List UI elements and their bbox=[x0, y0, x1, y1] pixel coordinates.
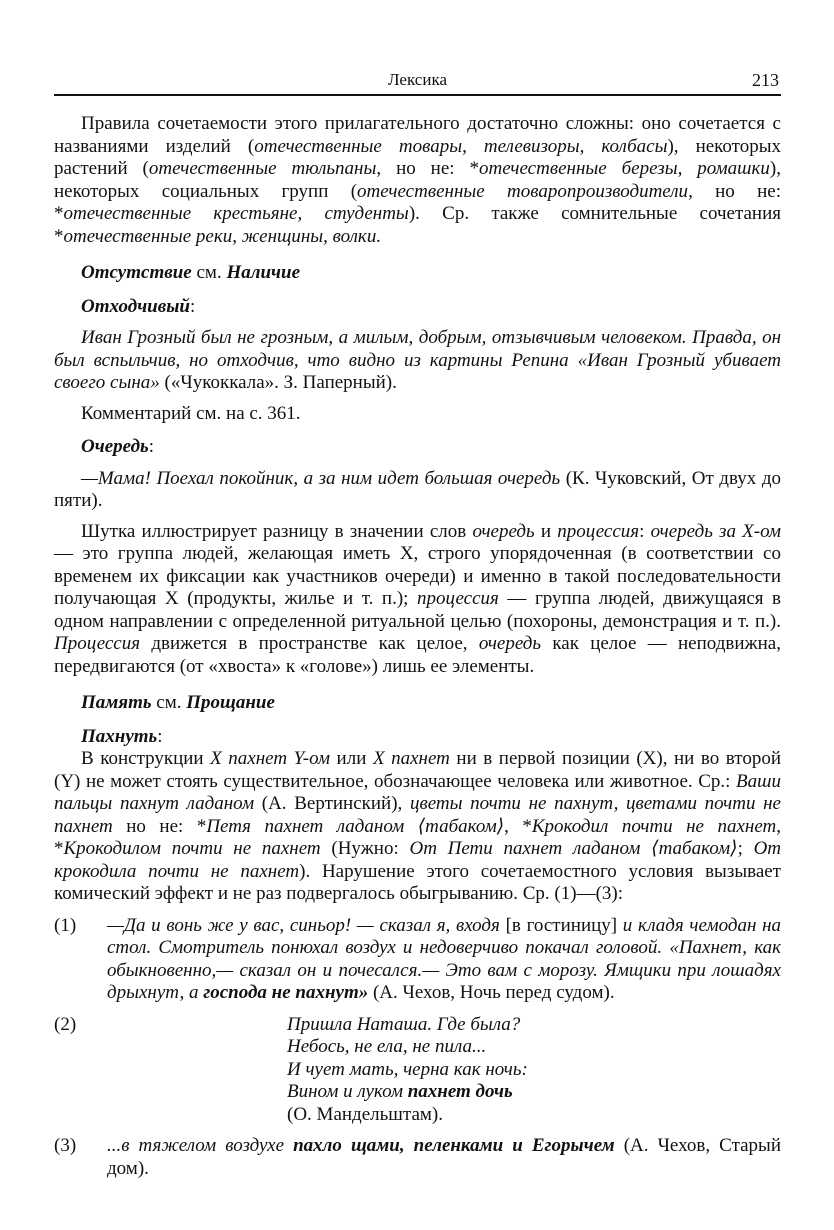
paragraph-otechestvenny bbox=[54, 113, 781, 248]
headword: Отсутствие bbox=[81, 262, 192, 283]
text: но не: * bbox=[112, 815, 207, 837]
text: , но не: * bbox=[54, 180, 781, 224]
entry-pamyat bbox=[54, 692, 781, 715]
quote: и кладя чемодан на стол. Смотритель понюхал воздух и недоверчиво покачал головой. «Пахнет, как обыкновенно,— сказал он и почесался.— Это вам с морозу. Ямщики при лошадях дрыхнут, а bbox=[107, 914, 781, 1003]
term: процессия bbox=[557, 520, 640, 542]
text: (Нужно: bbox=[320, 838, 410, 859]
body-pahnut bbox=[54, 748, 781, 906]
headword: Очередь bbox=[81, 436, 149, 457]
colon: : bbox=[148, 436, 154, 457]
example: отечественные тюльпаны bbox=[148, 158, 377, 179]
highlight: господа не пахнут» bbox=[203, 982, 369, 1003]
highlight: пахло щами, пеленками и Егорычем bbox=[293, 1135, 615, 1156]
headword: Память bbox=[81, 692, 152, 713]
term: очередь bbox=[478, 633, 542, 654]
text: ни в первой позиции (X), ни во второй (Y) не может стоять существительное, обозначающее человека или животное. Ср.: bbox=[54, 748, 782, 792]
citation: («Чукоккала». З. Паперный). bbox=[159, 372, 397, 393]
example: Ваши пальцы пахнут ладаном bbox=[54, 770, 781, 814]
example-number: (2) bbox=[54, 1013, 77, 1035]
example: Петя пахнет ладаном ⟨табаком⟩ bbox=[206, 815, 505, 837]
text: Правила сочетаемости этого прилагательного достаточно сложны: оно сочетается с названиями изделий ( bbox=[54, 113, 781, 157]
text: или bbox=[330, 748, 373, 769]
headword: Отходчивый bbox=[81, 295, 190, 317]
example: Крокодил почти не пахнет bbox=[531, 815, 777, 837]
example: От Пети пахнет ладаном ⟨табаком⟩ bbox=[409, 838, 738, 859]
entry-othodchivy-heading bbox=[54, 296, 781, 319]
poem-line: И чует мать, черна как ночь: bbox=[287, 1058, 528, 1080]
headword: Пахнуть bbox=[81, 725, 158, 747]
text: ; bbox=[737, 838, 754, 859]
example-2 bbox=[54, 1014, 781, 1127]
citation: (А. Чехов, Ночь перед судом). bbox=[368, 982, 615, 1003]
text: : bbox=[639, 520, 651, 542]
text: — группа людей, движущаяся в одном направлении с определенной ритуальной целью (похороны, демонстрация и т. п.). bbox=[54, 588, 782, 632]
colon: : bbox=[157, 725, 163, 747]
entry-ochered-heading bbox=[54, 436, 781, 459]
quote: —Мама! Поехал покойник, а за ним идет большая очередь bbox=[81, 467, 561, 489]
example: X пахнет bbox=[372, 748, 450, 769]
example: цветы почти не пахнут, цветами почти не пахнет bbox=[54, 793, 781, 837]
header-rule bbox=[54, 94, 781, 96]
running-head-title: Лексика bbox=[388, 70, 447, 89]
example-number: (3) bbox=[54, 1135, 77, 1156]
example: X пахнет Y-ом bbox=[210, 748, 331, 769]
example: отечественные березы, ромашки bbox=[479, 158, 770, 179]
poem-line: Небось, не ела, не пила... bbox=[287, 1036, 487, 1057]
text: движется в пространстве как целое, bbox=[140, 633, 479, 654]
text: и bbox=[534, 520, 558, 542]
explanation-ochered bbox=[54, 521, 781, 679]
example-text bbox=[107, 1135, 781, 1180]
see-ref: см. bbox=[151, 692, 187, 713]
term: Процессия bbox=[54, 633, 141, 654]
quote: Иван Грозный был не грозным, а милым, добрым, отзывчивым человеком. Правда, он был вспыльчив, но отходчив, что видно из картины Репина «Иван Грозный убивает своего сына» bbox=[54, 327, 781, 393]
entry-otsutstvie bbox=[54, 262, 781, 285]
cross-reference-link: Наличие bbox=[226, 262, 301, 283]
text: , но не: * bbox=[376, 158, 480, 179]
citation: (К. Чуковский, От двух до пяти). bbox=[54, 467, 781, 511]
quote-ochered bbox=[54, 468, 781, 513]
highlight: пахнет дочь bbox=[407, 1081, 513, 1102]
example-number: (1) bbox=[54, 914, 77, 936]
quote: ...в тяжелом воздухе bbox=[107, 1135, 294, 1156]
text: — это группа людей, желающая иметь X, строго упорядоченная (в соответствии со временем их фиксации как участников очереди) и именно в такой последовательности получающая X (продукты, жилье и т. п.); bbox=[54, 543, 781, 609]
example: Крокодилом почти не пахнет bbox=[63, 838, 321, 859]
text: ). Нарушение этого сочетаемостного условия вызывает комический эффект и не раз подвергалось обыгрыванию. Ср. (1)—(3): bbox=[54, 860, 781, 904]
example: отечественные товары, телевизоры, колбасы bbox=[254, 135, 668, 157]
text: Шутка иллюстрирует разницу в значении слов bbox=[81, 520, 473, 542]
comment-othodchivy: Комментарий см. на с. 361. bbox=[81, 402, 301, 424]
text: (А. Вертинский), bbox=[254, 793, 410, 814]
cross-reference-link: Прощание bbox=[186, 692, 275, 713]
citation: (О. Мандельштам). bbox=[287, 1103, 443, 1125]
example: отечественные крестьяне, студенты bbox=[63, 203, 409, 224]
citation: (А. Чехов, Старый дом). bbox=[107, 1135, 781, 1179]
colon: : bbox=[189, 295, 196, 317]
poem bbox=[107, 1014, 781, 1127]
example-1 bbox=[54, 915, 781, 1005]
poem-line: Пришла Наташа. Где была? bbox=[287, 1013, 521, 1035]
quote: —Да и вонь же у вас, синьор! — сказал я, входя bbox=[107, 914, 506, 936]
book-page bbox=[54, 66, 781, 1180]
poem-line: Вином и луком bbox=[287, 1081, 408, 1102]
see-ref: см. bbox=[191, 262, 227, 283]
text: , * bbox=[54, 815, 782, 859]
example: отечественные реки, женщины, волки. bbox=[63, 225, 382, 247]
term: процессия bbox=[417, 588, 499, 609]
text: В конструкции bbox=[81, 748, 211, 769]
term: очередь за X-ом bbox=[650, 520, 782, 542]
quote-othodchivy bbox=[54, 327, 781, 395]
text: ), некоторых растений ( bbox=[54, 135, 782, 179]
page-number: 213 bbox=[752, 70, 779, 90]
text: , * bbox=[504, 815, 532, 837]
term: очередь bbox=[472, 520, 535, 542]
example-3 bbox=[54, 1135, 781, 1180]
example: отечественные товаропроизводители bbox=[357, 180, 689, 202]
text: как целое — неподвижна, передвигаются (от «хвоста» к «голове») лишь ее элементы. bbox=[54, 633, 781, 677]
entry-pahnut-heading bbox=[54, 726, 781, 749]
insertion: [в гостиницу] bbox=[505, 914, 618, 936]
example-text bbox=[107, 915, 781, 1005]
example: От крокодила почти не пахнет bbox=[54, 838, 782, 882]
text: ). Ср. также сомнительные сочетания * bbox=[54, 203, 781, 247]
text: ), некоторых социальных групп ( bbox=[54, 158, 781, 202]
running-head bbox=[54, 66, 781, 92]
